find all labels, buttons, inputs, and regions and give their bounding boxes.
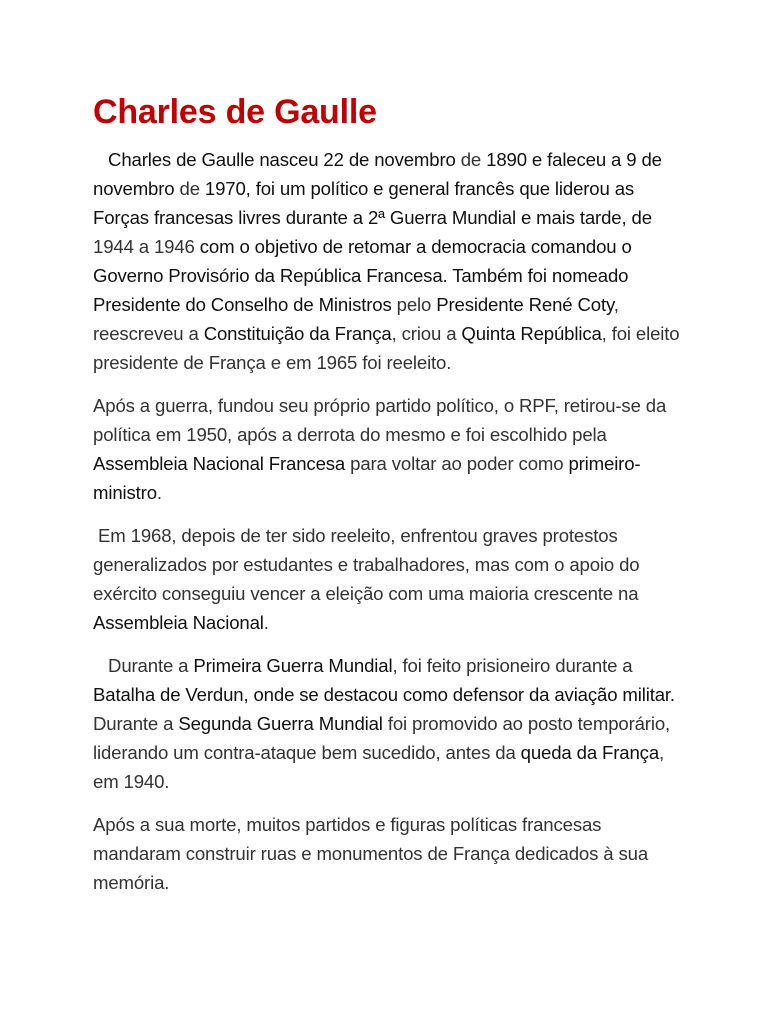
paragraph-world-wars	[93, 651, 683, 796]
text-run: Quinta República	[461, 323, 602, 344]
text-run: de	[179, 178, 200, 199]
paragraph-birth-career	[93, 145, 683, 377]
text-run: Durante a	[93, 655, 194, 676]
text-run: foi promovido ao posto temporário, liderando um contra-ataque bem sucedido, antes da	[93, 713, 671, 763]
paragraph-1968	[93, 521, 683, 637]
text-run: pelo	[396, 294, 432, 315]
text-run: Assembleia Nacional	[93, 612, 264, 633]
text-run: Batalha de Verdun, onde se destacou como defensor da aviação militar.	[93, 684, 675, 705]
text-run: Após a guerra, fundou seu próprio partido político, o RPF, retirou-se da política em 1950, após a derrota do mesmo e foi escolhido pela	[93, 395, 667, 445]
text-run: Constituição da França	[203, 323, 392, 344]
text-run: Após a sua morte, muitos partidos e figuras políticas francesas mandaram construir ruas e monumentos de França dedicados à sua memória.	[93, 814, 649, 893]
text-run: 1890 e faleceu a 9 de novembro	[93, 149, 662, 199]
document-title: Charles de Gaulle	[93, 93, 377, 131]
text-run: Presidente René Coty	[431, 294, 614, 315]
text-run: .	[156, 482, 162, 503]
text-run: Charles de Gaulle nasceu 22 de novembro	[93, 149, 461, 170]
text-run: de	[460, 149, 482, 170]
text-run: queda da França	[520, 742, 660, 763]
text-run: com o objetivo de retomar a democracia comandou o Governo Provisório da República Francesa. Também foi nomeado Presidente do Conselho de Ministros	[93, 236, 632, 315]
text-run: , foi eleito presidente de França e em 1965 foi reeleito.	[93, 323, 680, 373]
text-run: Em 1968, depois de ter sido reeleito, enfrentou graves protestos generalizados por estudantes e trabalhadores, mas com o apoio do exército conseguiu vencer a eleição com uma maioria crescente na	[93, 525, 640, 604]
text-run: Primeira Guerra Mundial	[193, 655, 393, 676]
paragraph-legacy	[93, 810, 683, 897]
paragraph-post-war	[93, 391, 683, 507]
text-run: 1944 a 1946	[93, 236, 195, 257]
text-run: , foi feito prisioneiro durante a	[392, 655, 633, 676]
text-run: .	[263, 612, 269, 633]
text-run: , em 1940.	[93, 742, 665, 792]
text-run: Durante a	[93, 713, 179, 734]
text-run: Assembleia Nacional Francesa	[93, 453, 346, 474]
text-run: , reescreveu a	[93, 294, 619, 344]
text-run: Segunda Guerra Mundial	[178, 713, 383, 734]
document-page	[93, 88, 683, 911]
text-run: , criou a	[391, 323, 462, 344]
text-run: para voltar ao poder como	[345, 453, 569, 474]
text-run: 1970, foi um político e general francês que liderou as Forças francesas livres durante a 2ª Guerra Mundial e mais tarde, de	[93, 178, 652, 228]
text-run: primeiro-ministro	[93, 453, 641, 503]
